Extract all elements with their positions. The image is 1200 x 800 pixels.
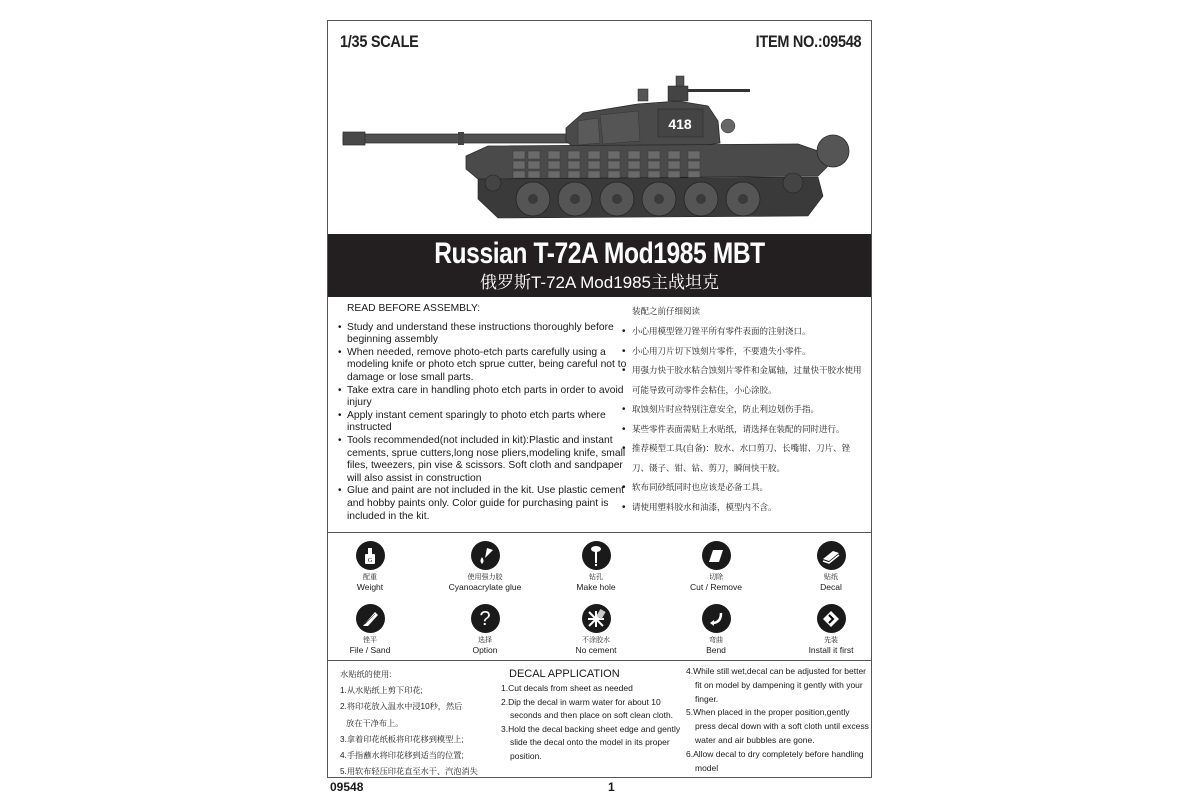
chinese-item: • 小心用模型锉刀锉平所有零件表面的注射浇口。 <box>622 322 867 342</box>
install-first-icon <box>817 604 846 633</box>
drill-icon <box>582 541 611 570</box>
file-icon <box>356 604 385 633</box>
cut-icon <box>702 541 731 570</box>
page-number: 1 <box>608 780 615 794</box>
decal-chinese-step: 2.将印花放入温水中浸10秒，然后 <box>340 702 463 712</box>
decal-chinese-step: 5.用软布轻压印花直至水干、汽泡消失 <box>340 767 478 777</box>
english-item: • Glue and paint are not included in the kit. Use plastic cement and hobby paints only. Color guide for purchasing paint is included in the kit. <box>338 485 628 523</box>
symbol-no-cement: 不涂胶水 No cement <box>541 604 651 655</box>
decal-step: 2.Dip the decal in warm water for about 10 seconds and then place on soft clean cloth. <box>501 696 674 721</box>
decal-step: 3.Hold the decal backing sheet edge and gently slide the decal onto the model in its proper position. <box>501 723 681 761</box>
decal-chinese-heading: 水贴纸的使用: <box>340 670 392 679</box>
decal-icon <box>817 541 846 570</box>
chinese-heading: 装配之前仔细阅读 <box>632 306 701 316</box>
scale-label: 1/35 SCALE <box>340 32 419 51</box>
chinese-instructions <box>622 303 867 517</box>
chinese-item: • 推荐模型工具(自备)：胶水、水口剪刀、长嘴钳、刀片、锉刀、镊子、钳、钻、剪刀，瞬间快干胶。 <box>622 439 867 478</box>
english-item: • Study and understand these instructions thoroughly before beginning assembly <box>338 322 628 347</box>
symbol-legend <box>328 533 871 661</box>
read-before-section <box>328 297 871 533</box>
decal-chinese-step: 放在干净布上。 <box>346 718 404 728</box>
svg-text:418: 418 <box>668 116 692 132</box>
symbol-bend: 弯曲 Bend <box>661 604 771 655</box>
chinese-item: • 取蚀刻片时应特别注意安全，防止利边划伤手指。 <box>622 400 867 420</box>
decal-step: 4.While still wet,decal can be adjusted for better fit on model by dampening it gently with your finger. <box>686 666 867 704</box>
decal-english-right <box>686 665 871 775</box>
english-item: • Take extra care in handling photo etch parts in order to avoid injury <box>338 385 628 410</box>
symbol-option: ? 选择 Option <box>430 604 540 655</box>
decal-step: 5.When placed in the proper position,gently press decal down with a soft cloth until excess water and air bubbles are gone. <box>686 707 869 745</box>
symbol-install-first: 先装 Install it first <box>776 604 886 655</box>
decal-english-heading: DECAL APPLICATION <box>509 668 620 680</box>
decal-chinese-step: 4.手指蘸水将印花移到适当的位置; <box>340 751 464 761</box>
chinese-item: • 某些零件表面需贴上水贴纸，请选择在装配的同时进行。 <box>622 420 867 440</box>
no-cement-icon <box>582 604 611 633</box>
english-heading: READ BEFORE ASSEMBLY: <box>347 303 481 314</box>
symbol-decal: 贴纸 Decal <box>776 541 886 592</box>
decal-section <box>328 661 871 779</box>
english-item: • Tools recommended(not included in kit):Plastic and instant cements, sprue cutters,long nose pliers,modeling knife, small files, tweezers, pin vise & scissors. Soft cloth and sandpaper will also assist in construction <box>338 435 628 485</box>
svg-text:G: G <box>367 557 373 564</box>
symbol-file: 锉平 File / Sand <box>315 604 425 655</box>
chinese-item: • 请使用塑料胶水和油漆，模型内不含。 <box>622 498 867 518</box>
decal-chinese-step: 1.从水贴纸上剪下印花; <box>340 686 423 696</box>
decal-english-left <box>501 667 686 764</box>
title-english: Russian T-72A Mod1985 MBT <box>434 237 765 270</box>
weight-icon <box>356 541 385 570</box>
question-icon: ? <box>471 604 500 633</box>
symbol-weight: G 配重 Weight <box>315 541 425 592</box>
chinese-item: • 用强力快干胶水粘合蚀刻片零件和金属轴，过量快干胶水使用可能导致可动零件会粘住，小心涂胶。 <box>622 361 867 400</box>
english-item: • Apply instant cement sparingly to photo etch parts where instructed <box>338 410 628 435</box>
tank-illustration <box>338 71 863 231</box>
title-banner <box>328 234 871 297</box>
decal-chinese-step: 3.拿着印花纸板将印花移到模型上; <box>340 734 464 744</box>
item-number: ITEM NO.:09548 <box>755 32 861 51</box>
footer-item-code: 09548 <box>330 780 364 794</box>
chinese-item: • 软布同砂纸同时也应该是必备工具。 <box>622 478 867 498</box>
bend-icon <box>702 604 731 633</box>
instruction-page <box>327 20 872 778</box>
decal-chinese <box>340 667 500 780</box>
decal-step: 6.Allow decal to dry completely before handling model <box>686 748 864 773</box>
decal-step: 1.Cut decals from sheet as needed <box>501 683 633 693</box>
symbol-glue: 使用强力胶 Cyanoacrylate glue <box>430 541 540 592</box>
chinese-item: • 小心用刀片切下蚀刻片零件，不要遗失小零件。 <box>622 342 867 362</box>
glue-drop-icon <box>471 541 500 570</box>
symbol-cut: 切除 Cut / Remove <box>661 541 771 592</box>
english-instructions <box>338 303 628 523</box>
symbol-drill: 钻孔 Make hole <box>541 541 651 592</box>
english-item: • When needed, remove photo-etch parts carefully using a modeling knife or photo etch sprue cutter, being careful not to damage or lose small parts. <box>338 347 628 385</box>
title-chinese: 俄罗斯T-72A Mod1985主战坦克 <box>479 273 720 292</box>
